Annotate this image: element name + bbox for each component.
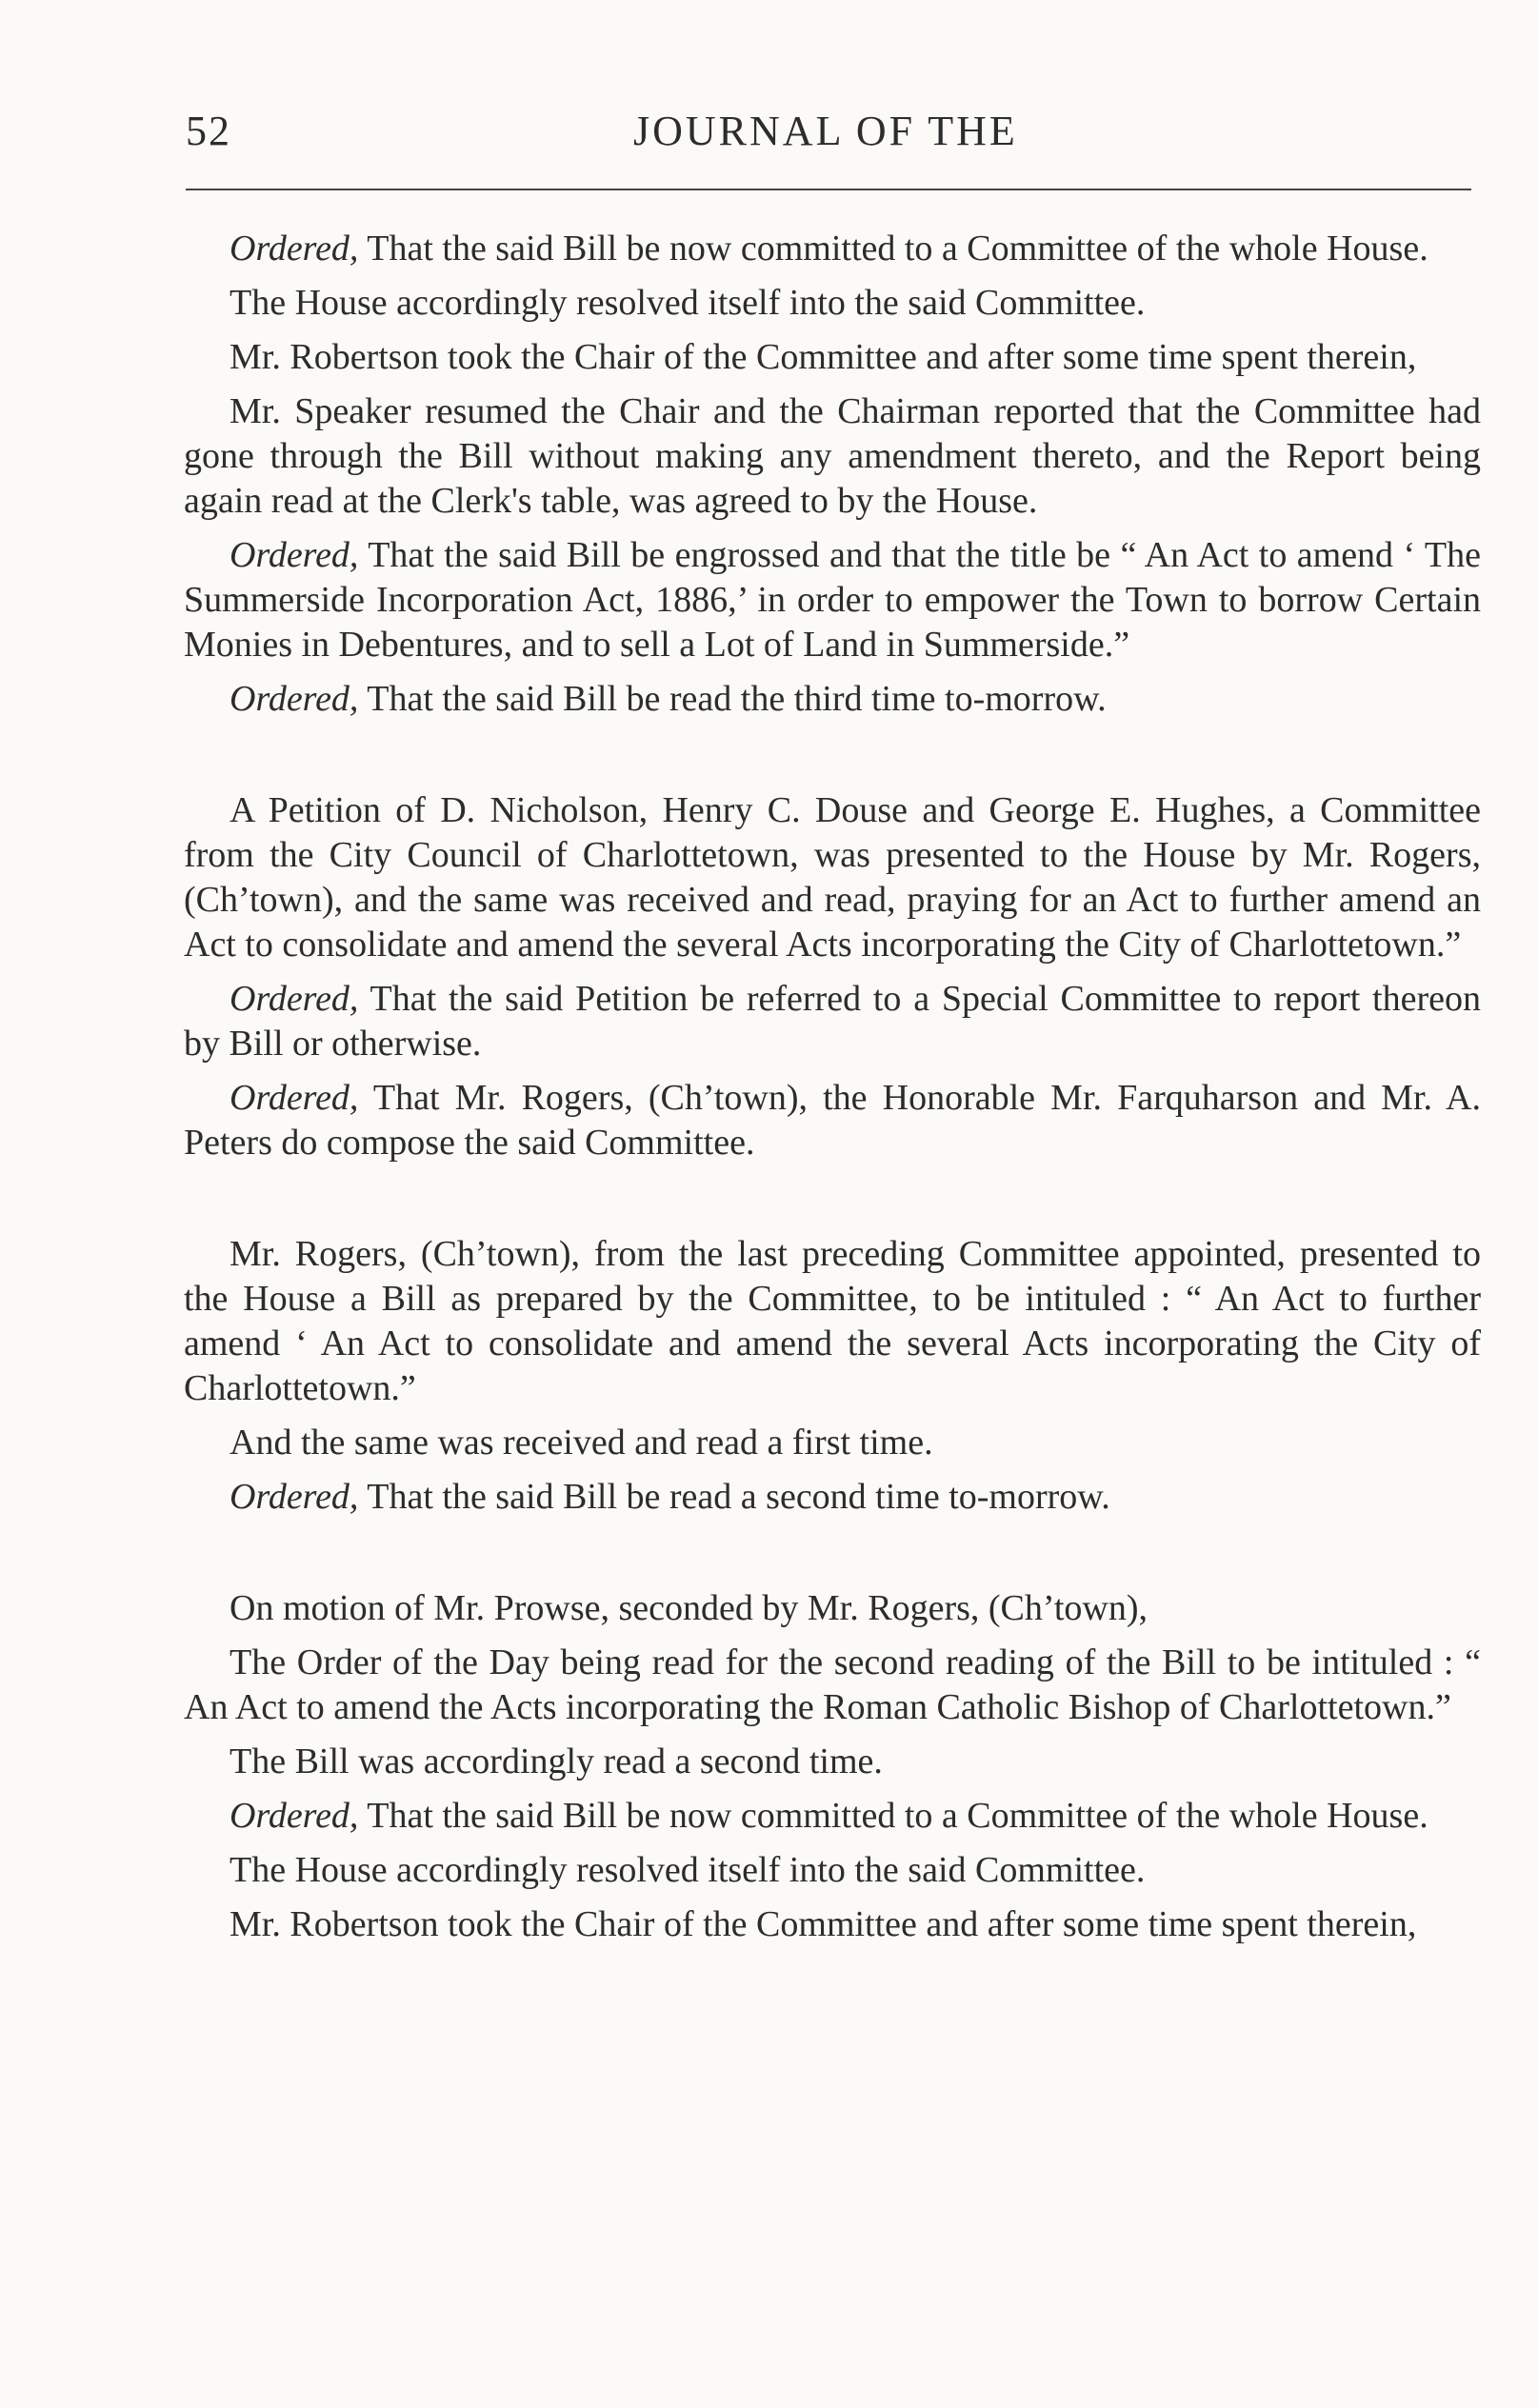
ordered-lead: Ordered, xyxy=(230,679,359,719)
page-header xyxy=(186,107,1471,164)
paragraph-text: Mr. Speaker resumed the Chair and the Chairman reported that the Committee had gone through the Bill without making any amendment thereto, and the Report being again read at the Clerk's table, was agreed to by the House. xyxy=(184,391,1481,521)
journal-paragraph xyxy=(184,1641,1481,1730)
page-number: 52 xyxy=(186,108,231,154)
paragraph-text: And the same was received and read a first time. xyxy=(230,1423,933,1463)
journal-paragraph xyxy=(184,1232,1481,1411)
paragraph-text: The Bill was accordingly read a second time. xyxy=(230,1741,883,1781)
paragraph-text: The House accordingly resolved itself into the said Committee. xyxy=(230,283,1146,323)
paragraph-text: A Petition of D. Nicholson, Henry C. Douse and George E. Hughes, a Committee from the City Council of Charlottetown, was presented to the House by Mr. Rogers, (Ch’town), and the same was received and read, praying for an Act to further amend an Act to consolidate and amend the several Acts incorporating the City of Charlottetown.” xyxy=(184,790,1481,965)
ordered-lead: Ordered, xyxy=(230,1078,359,1118)
journal-paragraph xyxy=(184,389,1481,524)
paragraph-text: That the said Bill be read the third time to-morrow. xyxy=(358,679,1107,719)
paragraph-text: Mr. Rogers, (Ch’town), from the last preceding Committee appointed, presented to the House a Bill as prepared by the Committee, to be intituled : “ An Act to further amend ‘ An Act to consolidate and amend the several Acts incorporating the City of Charlottetown.” xyxy=(184,1234,1481,1408)
journal-paragraph xyxy=(184,677,1481,722)
paragraph-text: The House accordingly resolved itself into the said Committee. xyxy=(230,1850,1146,1890)
journal-paragraph xyxy=(184,1794,1481,1839)
ordered-lead: Ordered, xyxy=(230,1477,359,1517)
journal-paragraph xyxy=(184,788,1481,967)
journal-paragraph xyxy=(184,1740,1481,1784)
journal-paragraph xyxy=(184,977,1481,1066)
paragraph-text: That the said Bill be read a second time to-morrow. xyxy=(358,1477,1110,1517)
header-rule xyxy=(186,189,1471,190)
paragraph-text: The Order of the Day being read for the second reading of the Bill to be intituled : “ An Act to amend the Acts incorporating the Roman Catholic Bishop of Charlottetown.” xyxy=(184,1642,1481,1727)
journal-paragraph xyxy=(184,1076,1481,1165)
journal-paragraph xyxy=(184,1586,1481,1631)
journal-paragraph xyxy=(184,1421,1481,1465)
journal-paragraph xyxy=(184,1848,1481,1893)
paragraph-text: That the said Bill be engrossed and that the title be “ An Act to amend ‘ The Summerside Incorporation Act, 1886,’ in order to empower the Town to borrow Certain Monies in Debentures, and to sell a Lot of Land in Summerside.” xyxy=(184,535,1481,665)
paragraph-text: That the said Petition be referred to a Special Committee to report thereon by Bill or otherwise. xyxy=(184,979,1481,1064)
ordered-lead: Ordered, xyxy=(230,229,359,269)
journal-paragraph xyxy=(184,533,1481,667)
running-title: JOURNAL OF THE xyxy=(633,108,1018,154)
paragraph-text: That the said Bill be now committed to a Committee of the whole House. xyxy=(358,229,1428,269)
paragraph-text: That the said Bill be now committed to a Committee of the whole House. xyxy=(358,1796,1428,1836)
journal-paragraph xyxy=(184,281,1481,326)
ordered-lead: Ordered, xyxy=(230,535,359,575)
ordered-lead: Ordered, xyxy=(230,1796,359,1836)
journal-paragraph xyxy=(184,1475,1481,1520)
journal-paragraph xyxy=(184,335,1481,380)
paragraph-text: On motion of Mr. Prowse, seconded by Mr. Rogers, (Ch’town), xyxy=(230,1588,1149,1628)
paragraph-text: Mr. Robertson took the Chair of the Committee and after some time spent therein, xyxy=(230,337,1417,377)
journal-body xyxy=(184,227,1481,1957)
journal-paragraph xyxy=(184,227,1481,271)
ordered-lead: Ordered, xyxy=(230,979,359,1019)
paragraph-text: That Mr. Rogers, (Ch’town), the Honorable Mr. Farquharson and Mr. A. Peters do compose the said Committee. xyxy=(184,1078,1481,1163)
paragraph-text: Mr. Robertson took the Chair of the Committee and after some time spent therein, xyxy=(230,1904,1417,1944)
journal-paragraph xyxy=(184,1902,1481,1947)
